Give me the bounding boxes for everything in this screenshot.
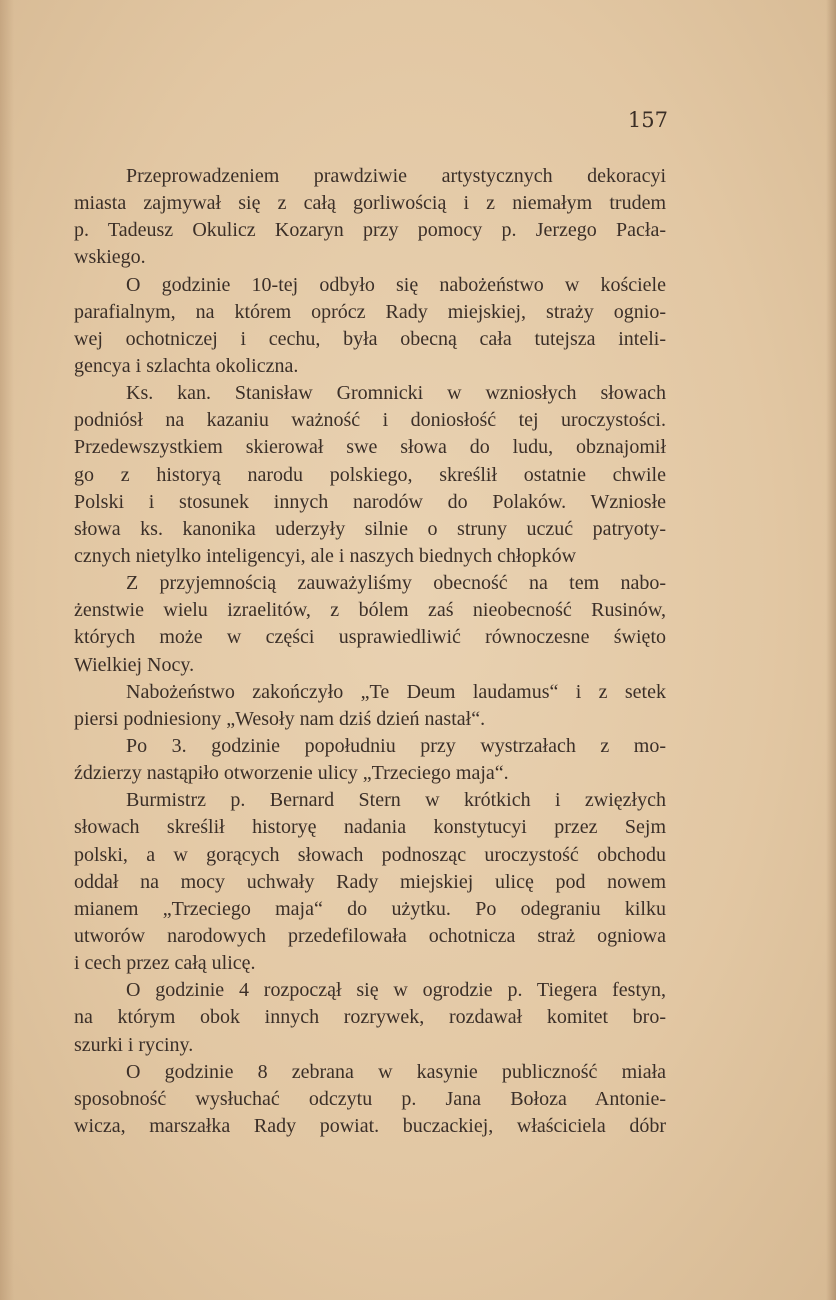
text-line: szurki i ryciny. [74,1033,194,1056]
text-line: mianem „Trzeciego maja“ do użytku. Po odegraniu kilku [74,897,666,920]
text-line: wej ochotniczej i cechu, była obecną cała tutejsza inteli- [74,327,666,350]
text-line: ździerzy nastąpiło otworzenie ulicy „Trzeciego maja“. [74,762,509,785]
text-line: i cech przez całą ulicę. [74,952,256,975]
text-line: sposobność wysłuchać odczytu p. Jana Bołoza Antonie- [74,1087,666,1110]
text-line: których może w części usprawiedliwić równoczesne święto [74,626,666,649]
text-line: utworów narodowych przedefilowała ochotnicza straż ogniowa [74,924,666,947]
text-line: oddał na mocy uchwały Rady miejskiej ulicę pod nowem [74,870,666,893]
text-line: O godzinie 10-tej odbyło się nabożeństwo w kościele [126,273,666,296]
text-line: Przedewszystkiem skierował swe słowa do ludu, obznajomił [74,436,666,459]
page-right-edge [826,0,836,1300]
page-left-edge [0,0,14,1300]
text-line: O godzinie 8 zebrana w kasynie publiczność miała [126,1060,666,1083]
text-line: Po 3. godzinie popołudniu przy wystrzałach z mo- [126,734,666,757]
text-line: Wielkiej Nocy. [74,653,195,676]
text-line: piersi podniesiony „Wesoły nam dziś dzień nastał“. [74,707,486,730]
text-line: na którym obok innych rozrywek, rozdawał komitet bro- [74,1006,666,1029]
text-line: parafialnym, na którem oprócz Rady miejskiej, straży ognio- [74,300,666,323]
text-line: Ks. kan. Stanisław Gromnicki w wzniosłych słowach [126,382,666,405]
text-line: podniósł na kazaniu ważność i doniosłość tej uroczystości. [74,409,666,432]
text-line: O godzinie 4 rozpoczął się w ogrodzie p. Tiegera festyn, [126,979,666,1002]
body-text [74,163,666,1140]
text-line: słowa ks. kanonika uderzyły silnie o struny uczuć patryoty- [74,517,666,540]
text-line: polski, a w gorących słowach podnosząc uroczystość obchodu [74,843,666,866]
text-line: Z przyjemnością zauważyliśmy obecność na tem nabo- [126,572,666,595]
text-line: Polski i stosunek innych narodów do Polaków. Wzniosłe [74,490,666,513]
text-line: wicza, marszałka Rady powiat. buczackiej, właściciela dóbr [74,1114,666,1137]
text-line: go z historyą narodu polskiego, skreślił ostatnie chwile [74,463,666,486]
text-line: Burmistrz p. Bernard Stern w krótkich i zwięzłych [126,789,666,812]
text-line: żenstwie wielu izraelitów, z bólem zaś nieobecność Rusinów, [74,599,666,622]
text-line: gencya i szlachta okoliczna. [74,354,299,377]
text-line: miasta zajmywał się z całą gorliwością i z niemałym trudem [74,192,666,215]
text-line: p. Tadeusz Okulicz Kozaryn przy pomocy p. Jerzego Pacła- [74,219,666,242]
text-line: Przeprowadzeniem prawdziwie artystycznych dekoracyi [126,165,666,187]
text-line: Nabożeństwo zakończyło „Te Deum laudamus“ i z setek [126,680,666,703]
text-line: wskiego. [74,246,146,269]
text-line: słowach skreślił historyę nadania konstytucyi przez Sejm [74,816,666,839]
text-line: cznych nietylko inteligencyi, ale i naszych biednych chłopków [74,544,577,567]
page-number: 157 [627,108,668,132]
